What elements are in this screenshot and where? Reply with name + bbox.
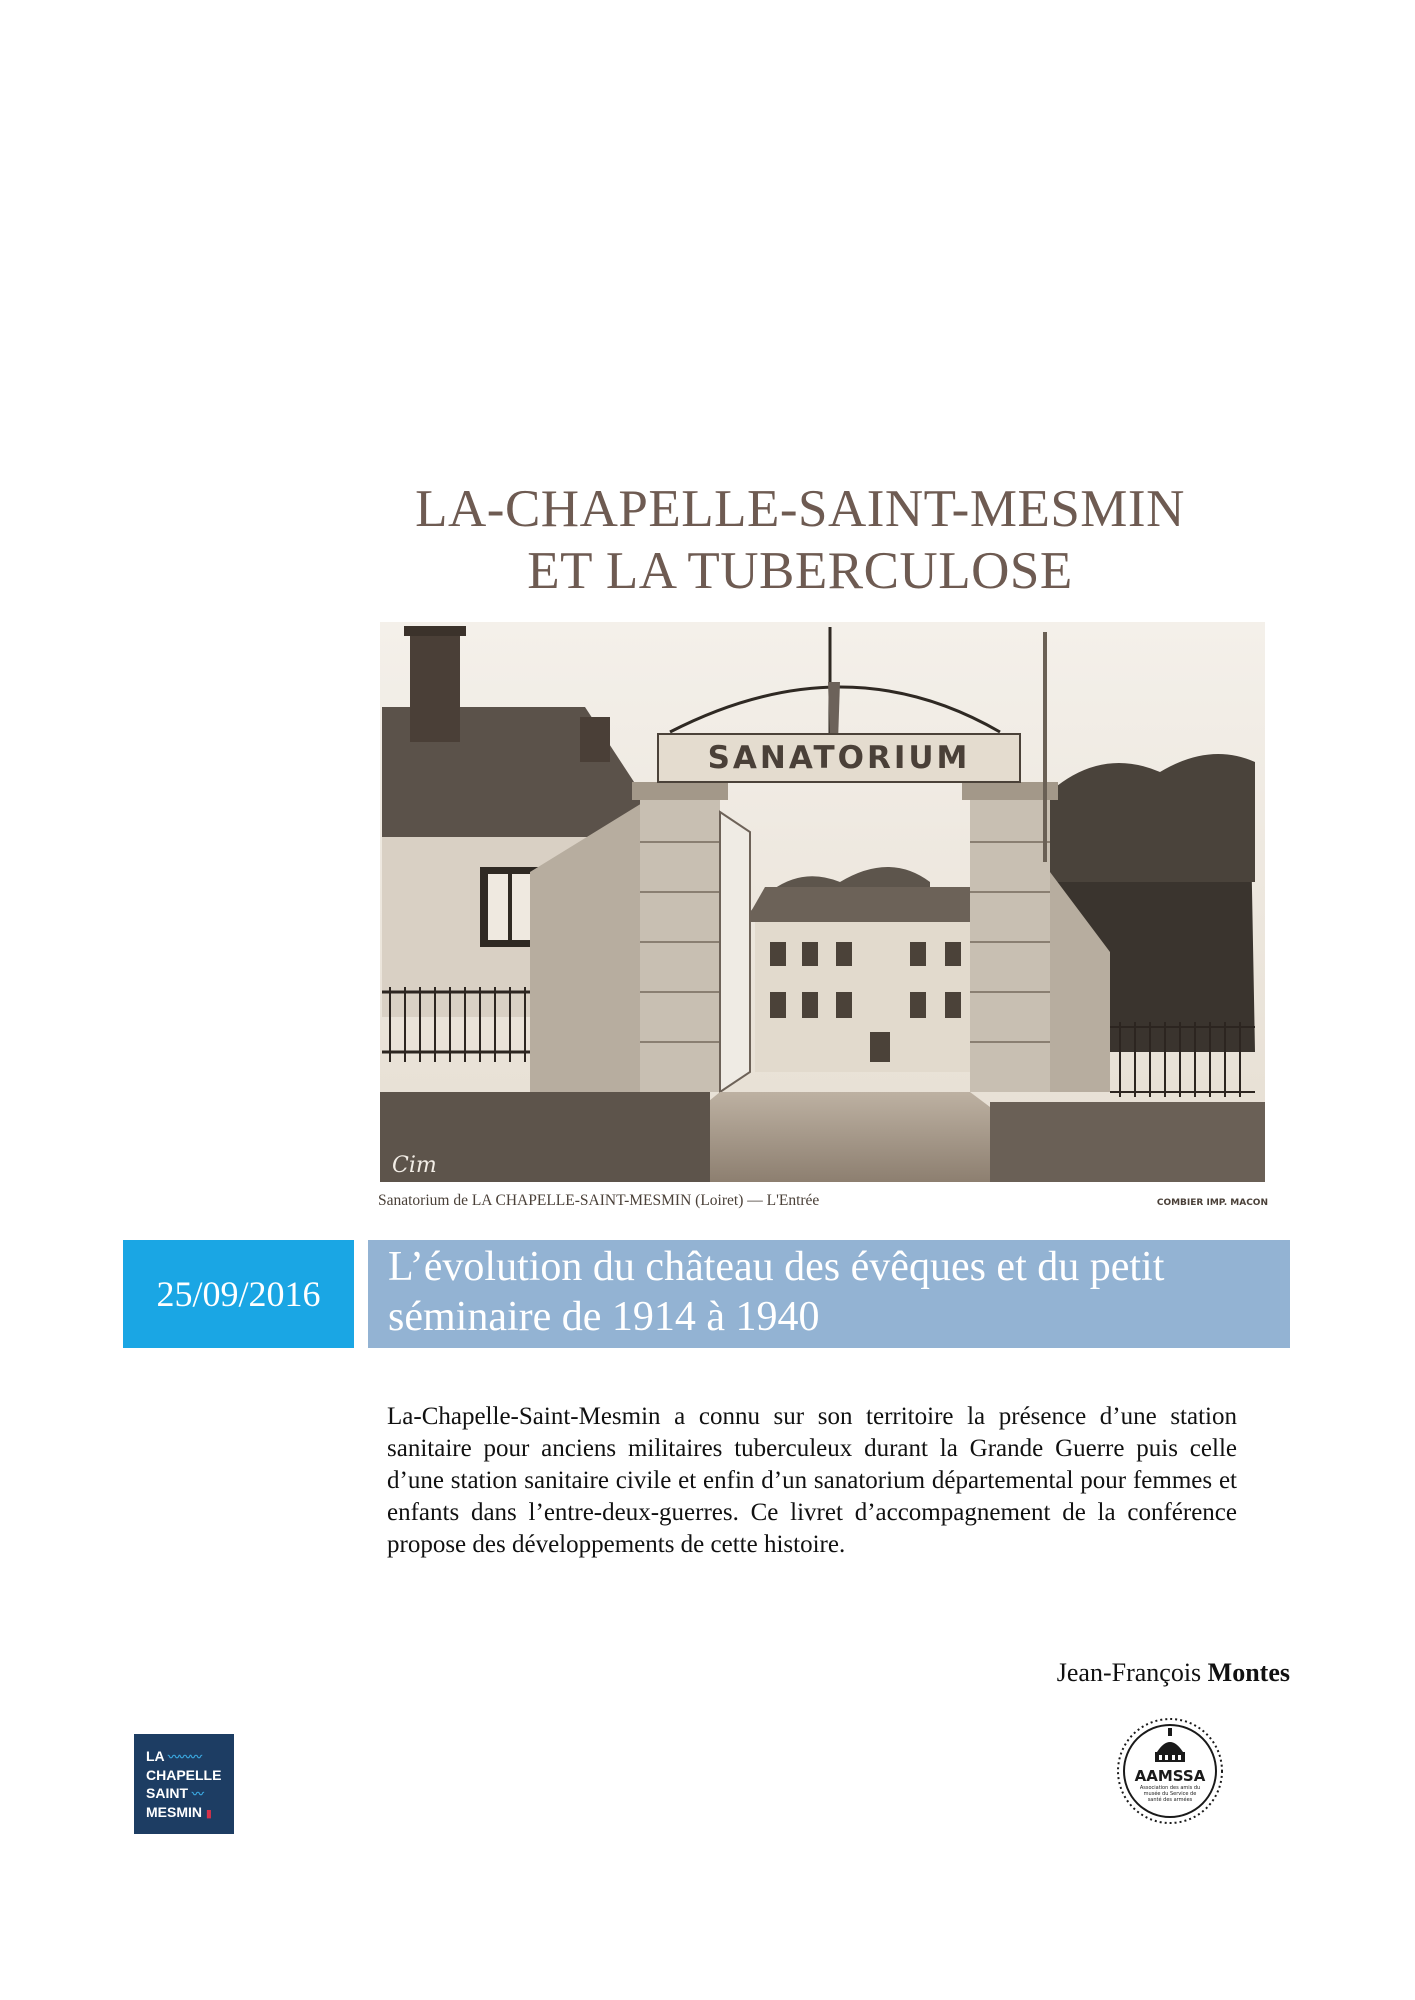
sanatorium-entrance-image xyxy=(370,622,1275,1212)
aamssa-tagline: Association des amis du musée du Service de santé des armées xyxy=(1139,1785,1201,1803)
author-first-name: Jean-François xyxy=(1056,1658,1202,1687)
logo-line-4: MESMIN xyxy=(146,1804,202,1820)
author-name xyxy=(1057,1658,1290,1688)
logo-line-1: LA xyxy=(146,1748,165,1764)
wave-icon-2: 〰 xyxy=(191,1787,203,1801)
logo-line-2: CHAPELLE xyxy=(146,1767,222,1783)
date-text: 25/09/2016 xyxy=(156,1274,321,1314)
aamssa-logo xyxy=(1115,1716,1225,1826)
author-last-name: Montes xyxy=(1207,1658,1290,1687)
abstract-paragraph: La-Chapelle-Saint-Mesmin a connu sur son territoire la présence d’une station sanitaire pour anciens militaires tuberculeux durant la Grande Guerre puis celle d’une station sanitaire civile et enfin d’un sanatorium départemental pour femmes et enfants dans l’entre-deux-guerres. Ce livret d’accompagnement de la conférence propose des développements de cette histoire. xyxy=(387,1403,1237,1558)
date-badge xyxy=(123,1240,354,1348)
subtitle-banner xyxy=(368,1240,1290,1348)
subtitle-line-1: L’évolution du château des évêques et du petit xyxy=(388,1244,1165,1290)
subtitle-line-2: séminaire de 1914 à 1940 xyxy=(388,1294,820,1340)
photo-signature: Cim xyxy=(392,1153,437,1178)
fleur-mark-icon: ▮ xyxy=(205,1808,212,1820)
title-line-1: LA-CHAPELLE-SAINT-MESMIN xyxy=(415,480,1185,538)
la-chapelle-logo xyxy=(134,1734,234,1834)
sign-text: SANATORIUM xyxy=(707,740,971,776)
aamssa-name: AAMSSA xyxy=(1134,1767,1206,1785)
sanatorium-photo xyxy=(370,622,1275,1212)
logo-line-3: SAINT xyxy=(146,1785,188,1801)
wave-icon: 〰〰〰 xyxy=(168,1750,202,1764)
printer-credit: COMBIER IMP. MACON xyxy=(1156,1198,1268,1208)
document-title xyxy=(370,478,1230,602)
title-line-2: ET LA TUBERCULOSE xyxy=(527,542,1073,600)
aamssa-seal-icon xyxy=(1115,1716,1225,1826)
photo-caption: Sanatorium de LA CHAPELLE-SAINT-MESMIN (Loiret) — L'Entrée xyxy=(378,1192,820,1209)
